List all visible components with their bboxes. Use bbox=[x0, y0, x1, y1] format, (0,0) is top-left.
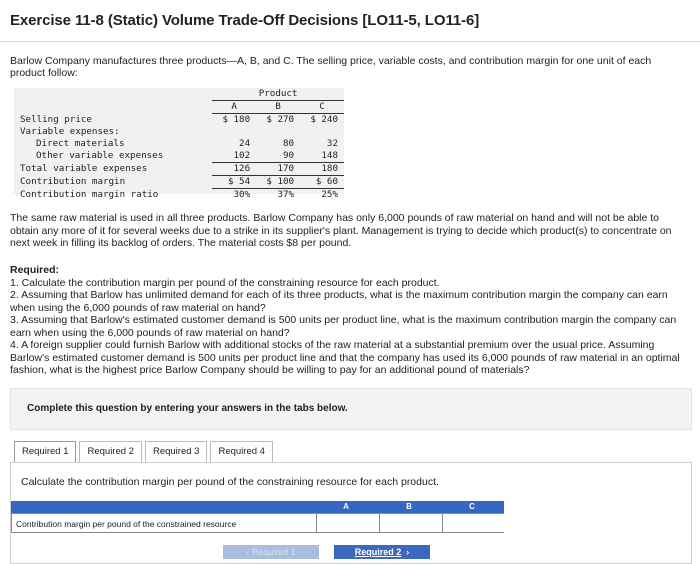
cost-table bbox=[14, 88, 344, 201]
prev-button-label: Required 1 bbox=[251, 547, 296, 557]
table-row: Direct materials 24 80 32 bbox=[36, 138, 338, 149]
product-header: Product bbox=[212, 88, 344, 101]
product-table bbox=[14, 88, 344, 200]
grid-header bbox=[11, 501, 504, 513]
column-header-c: C bbox=[300, 101, 344, 114]
tab-required-1[interactable]: Required 1 bbox=[14, 441, 76, 463]
answer-input-c[interactable] bbox=[443, 515, 504, 533]
table-row: Variable expenses: bbox=[20, 126, 120, 137]
table-row: Selling price $ 180 $ 270 $ 240 bbox=[20, 113, 338, 125]
column-header-b: B bbox=[256, 101, 300, 114]
prev-button[interactable] bbox=[223, 545, 319, 559]
table-row: Contribution margin ratio 30% 37% 25% bbox=[20, 188, 338, 200]
required-item-2: 2. Assuming that Barlow has unlimited demand for each of its three products, what is the maximum contribution margin the company can earn when using the 6,000 pounds of raw material on hand? bbox=[10, 289, 668, 314]
answer-input-b[interactable] bbox=[380, 515, 442, 533]
tab-content bbox=[10, 462, 692, 564]
table-row: Other variable expenses 102 90 148 bbox=[14, 150, 344, 163]
title-divider bbox=[0, 41, 700, 42]
table-row: Total variable expenses 126 170 180 bbox=[14, 163, 344, 176]
chevron-right-icon: › bbox=[401, 547, 410, 557]
answer-input-a[interactable] bbox=[317, 515, 379, 533]
required-title: Required: bbox=[10, 264, 60, 276]
grid-header-a: A bbox=[343, 502, 349, 511]
required-item-4: 4. A foreign supplier could furnish Barlow with additional stocks of the raw material at a substantial premium over the usual price. Assuming Barlow's estimated customer demand is 500 units per product line and that the company has used its 6,000 pounds of raw material in an optimal fashion, what is the highest price Barlow Company should be willing to pay for an additional pound of materials? bbox=[10, 339, 680, 376]
answer-cell-a bbox=[316, 514, 379, 532]
table-row: Contribution margin $ 54 $ 100 $ 60 bbox=[14, 176, 344, 189]
tab-required-3[interactable]: Required 3 bbox=[145, 441, 207, 463]
required-section bbox=[10, 264, 682, 377]
intro-text: Barlow Company manufactures three products—A, B, and C. The selling price, variable costs, and contribution margin for one unit of each product follow: bbox=[10, 55, 652, 79]
tab-bar bbox=[14, 441, 276, 463]
next-button-label: Required 2 bbox=[354, 547, 402, 557]
chevron-left-icon: ‹ bbox=[246, 547, 252, 557]
required-item-3: 3. Assuming that Barlow's estimated customer demand is 500 units per product line, what is the maximum contribution margin the company can earn when using the 6,000 pounds of raw material on hand? bbox=[10, 314, 677, 339]
grid-header-b: B bbox=[406, 502, 412, 511]
answer-cell-c bbox=[442, 514, 504, 532]
page-title: Exercise 11-8 (Static) Volume Trade-Off Decisions [LO11-5, LO11-6] bbox=[10, 12, 480, 29]
next-button[interactable] bbox=[334, 545, 430, 559]
tab-required-4[interactable]: Required 4 bbox=[210, 441, 272, 463]
column-header-a: A bbox=[212, 101, 256, 114]
content-prompt: Calculate the contribution margin per pound of the constraining resource for each product. bbox=[21, 476, 439, 488]
tab-required-2[interactable]: Required 2 bbox=[79, 441, 141, 463]
instruction-box bbox=[10, 388, 692, 430]
required-item-1: 1. Calculate the contribution margin per pound of the constraining resource for each product. bbox=[10, 276, 440, 289]
answer-cell-b bbox=[379, 514, 442, 532]
instruction-text: Complete this question by entering your answers in the tabs below. bbox=[27, 403, 348, 414]
answer-row bbox=[11, 513, 504, 533]
problem-paragraph: The same raw material is used in all three products. Barlow Company has only 6,000 pounds of raw material on hand and will not be able to obtain any more of it for several weeks due to a strike in its supplier's plant. Management is trying to decide which product(s) to concentrate on next week in filling its backlog of orders. The material costs $8 per pound. bbox=[10, 212, 672, 249]
answer-row-label: Contribution margin per pound of the constrained resource bbox=[16, 519, 237, 529]
grid-header-c: C bbox=[469, 502, 475, 511]
